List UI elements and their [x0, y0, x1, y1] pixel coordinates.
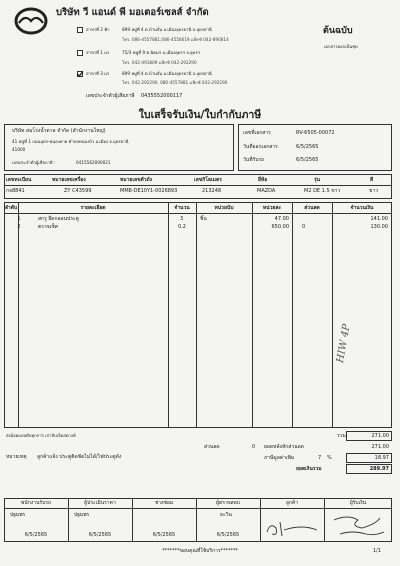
vehicle-color: ขาว: [369, 188, 379, 194]
original-sub: เอกสารออกเป็นชุด: [324, 44, 358, 49]
items-col-line: [332, 202, 333, 428]
remark-text: ลูกค้าแจ้ง ประตูติดขัดไม่ได้/ไฟประตูดัง: [37, 454, 122, 460]
items-header-amount: จำนวนเงิน: [350, 205, 374, 211]
branch-contact-2: โทร. 042-491809 แฟ็กซ์ 042-292290: [122, 60, 197, 65]
company-tax-label: เลขประจำตัวผู้เสียภาษี: [86, 93, 135, 99]
vat-rate: 7: [318, 455, 322, 461]
item-price: 650.00: [271, 224, 289, 230]
docinfo-number-value: RV-6505-00072: [296, 130, 335, 136]
branch-label-3: สาขาที่ 3 แร: [86, 71, 110, 76]
footer-thanks: *******ขอบคุณที่ใช้บริการ*******: [161, 548, 239, 554]
original-label: ต้นฉบับ: [323, 26, 353, 36]
sig-date-inspector: 6/5/2565: [216, 532, 240, 538]
vehicle-header-plate: เลขทะเบียน: [6, 177, 32, 183]
remark-label: หมายเหตุ: [6, 454, 27, 460]
item-amount: 141.00: [370, 216, 388, 222]
docinfo-issue-value: 6/5/2565: [296, 144, 319, 150]
sum-label: รวม: [337, 433, 346, 439]
docinfo-receive-label: วันที่รับรถ: [243, 157, 265, 163]
item-qty: 0.2: [178, 224, 186, 230]
item-unit: ชิ้น: [200, 216, 207, 222]
items-header-divider: [4, 213, 392, 214]
vehicle-mileage: 213248: [202, 188, 222, 194]
sig-header-receiver: พนักงานรับรถ: [21, 500, 51, 506]
docinfo-receive-value: 6/5/2565: [296, 157, 319, 163]
page-number: 1/1: [373, 548, 382, 554]
sig-header-customer: ลูกค้า: [285, 500, 299, 506]
sig-header-inspector: ผู้ตรวจสอบ: [216, 500, 240, 506]
items-header-desc: รายละเอียด: [80, 205, 106, 211]
vehicle-brand: MAZDA: [257, 188, 276, 194]
sig-date-mechanic: 6/5/2565: [152, 532, 176, 538]
checkmark-icon: [77, 71, 83, 77]
vehicle-header-brand: ยี่ห้อ: [258, 177, 268, 183]
document-title: ใบเสร็จรับเงิน/ใบกำกับภาษี: [138, 109, 262, 121]
customer-signature: [262, 510, 322, 540]
sig-name-inspector: ธะวิน: [220, 512, 232, 518]
vat-value: 18.97: [374, 455, 389, 461]
branch-contact-1: โทร. 086-4557881,086-4556619 แฟ็กซ์ 042-890814: [122, 37, 229, 42]
items-header-qty: จำนวน: [174, 205, 190, 211]
branch-checkbox-3: [77, 71, 83, 77]
docinfo-number-label: เลขที่เอกสาร: [243, 130, 271, 136]
item-no: 2: [17, 224, 21, 230]
branch-address-1: 899 หมู่ที่ 4 ต.บ้านจั่น อ.เมืองอุดรธานี จ.อุดรธานี: [122, 27, 212, 32]
mazda-logo: [13, 6, 49, 36]
company-tax-id: 0435552000117: [141, 93, 183, 99]
items-col-line: [18, 202, 19, 428]
item-desc: ตรวจเช็ค: [38, 224, 59, 230]
after-discount-label: ยอดหลังหักส่วนลด: [264, 444, 304, 450]
branch-address-3: 899 หมู่ที่ 4 ต.บ้านจั่น อ.เมืองอุดรธานี จ.อุดรธานี: [122, 71, 212, 76]
item-price: 47.00: [274, 216, 289, 222]
customer-tax-id: 0415562000021: [76, 160, 111, 165]
cashier-signature: [328, 510, 390, 540]
sig-date-estimator: 6/5/2565: [88, 532, 112, 538]
items-col-line: [252, 202, 253, 428]
items-header-no: ลำดับ: [4, 205, 18, 211]
item-no: 1: [17, 216, 21, 222]
item-amount: 130.00: [370, 224, 388, 230]
net-label: ยอดเงินรวม: [296, 466, 322, 472]
discount-value: 0: [252, 444, 256, 450]
vehicle-plate: กจ8841: [6, 188, 25, 194]
vehicle-model: M2 DE 1.5 ขาว: [304, 188, 341, 194]
after-discount-value: 271.00: [371, 444, 389, 450]
items-header-discount: ส่วนลด: [304, 205, 320, 211]
sig-header-cashier: ผู้รับเงิน: [349, 500, 367, 506]
customer-address-1: 41 หมู่ที่ 1 ถนนอุดร-หนองคาย ตำบลหนองบัว อ.เมือง จ.อุดรธานี: [12, 139, 129, 144]
vehicle-divider: [4, 185, 392, 186]
handwritten-note: HIW 4P: [335, 323, 353, 364]
sig-name-estimator: ปฐมพร: [74, 512, 90, 518]
items-table: [4, 202, 392, 428]
customer-tax-label: เลขประจำตัวผู้เสียภาษี :: [12, 160, 56, 165]
items-header-unit: หน่วยนับ: [214, 205, 234, 211]
item-discount: 0: [302, 224, 306, 230]
amount-in-words: ส่งอ้อยแปลตับทุกการ เก่าสับเจ็ดสตางค์: [6, 433, 76, 438]
branch-label-2: สาขาที่ 1 แร: [86, 50, 110, 55]
vehicle-header-chassis: หมายเลขตัวถัง: [120, 177, 153, 183]
discount-label: ส่วนลด: [204, 444, 220, 450]
branch-contact-3: โทร. 042-292290, 086-4557881 แฟ็กซ์ 042-292290: [122, 80, 228, 85]
sig-date-receiver: 6/5/2565: [24, 532, 48, 538]
sig-header-estimator: ผู้ประเมินราคา: [84, 500, 116, 506]
item-desc: สกรู ยึดกลอนประตู: [38, 216, 79, 222]
branch-checkbox-1: [77, 27, 83, 33]
items-col-line: [168, 202, 169, 428]
vehicle-chassis: MM8-DE10Y1-0026893: [120, 188, 178, 194]
vehicle-header-model: รุ่น: [314, 177, 321, 183]
vehicle-header-color: สี: [370, 177, 374, 183]
vehicle-engine: ZY C43599: [64, 188, 92, 194]
sum-value: 271.00: [371, 433, 389, 439]
vehicle-header-mileage: เลขกิโลเมตร: [194, 177, 222, 183]
branch-label-1: สาขาที่ 2 ฟ้า: [86, 27, 110, 32]
company-name: บริษัท วี แอนด์ พี มอเตอร์เซลส์ จำกัด: [56, 7, 209, 18]
customer-name: บริษัท สมโรงน้ำตาล จำกัด (สำนักงานใหญ่): [12, 128, 106, 134]
branch-address-2: 75/3 หมู่ที่ 9 ต.นิคมฯ อ.เมืองอุดรฯ จ.อุดรฯ: [122, 50, 200, 55]
vehicle-header-engine: หมายเลขเครื่อง: [52, 177, 86, 183]
items-col-line: [196, 202, 197, 428]
sig-name-receiver: ปฐมพร: [10, 512, 26, 518]
sig-header-mechanic: ช่างซ่อม: [154, 500, 174, 506]
vat-label: ภาษีมูลค่าเพิ่ม: [264, 455, 295, 461]
items-col-line: [292, 202, 293, 428]
vat-pct: %: [327, 455, 332, 461]
signature-divider: [4, 508, 392, 509]
items-header-price: หน่วยละ: [262, 205, 282, 211]
branch-checkbox-2: [77, 50, 83, 56]
docinfo-issue-label: วันที่ออกเอกสาร: [243, 144, 278, 150]
customer-address-2: 41000: [12, 147, 26, 152]
net-value: 289.97: [369, 466, 389, 472]
item-qty: 3: [180, 216, 184, 222]
